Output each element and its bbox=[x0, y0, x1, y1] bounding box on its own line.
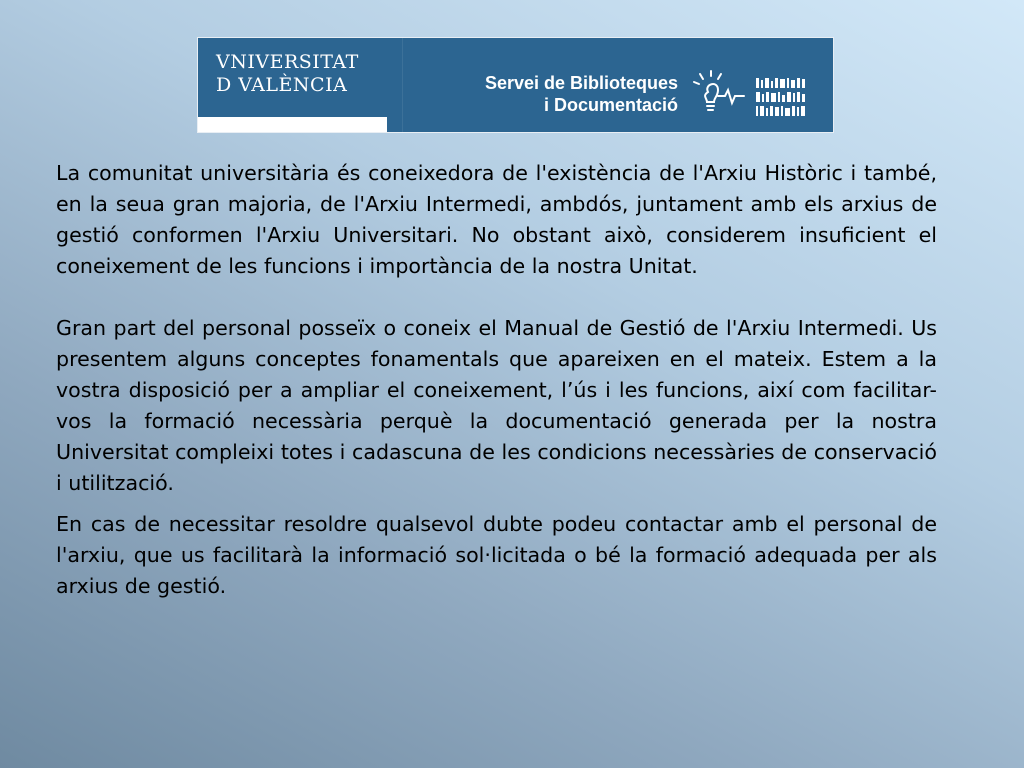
lamp-icon bbox=[692, 70, 752, 120]
service-name-line1: Servei de Biblioteques bbox=[484, 73, 678, 93]
paragraph-contact: En cas de necessitar resoldre qualsevol dubte podeu contactar amb el personal de l'arxiu, que us facilitarà la informació sol·licitada o bé la formació adequada per als arxius de gestió. bbox=[56, 512, 937, 598]
books-icon bbox=[756, 78, 806, 116]
banner-white-strip bbox=[198, 117, 387, 132]
service-name-line2: i Documentació bbox=[543, 95, 678, 115]
main-content bbox=[56, 158, 937, 602]
service-name bbox=[485, 72, 678, 116]
university-logo bbox=[216, 51, 359, 97]
paragraph-intro: La comunitat universitària és coneixedora de l'existència de l'Arxiu Històric i també, en la seua gran majoria, de l'Arxiu Intermedi, ambdós, juntament amb els arxius de gestió conformen l'Arxiu Universitari. No obstant això, considerem insuficient el coneixement de les funcions i importància de la nostra Unitat. bbox=[56, 161, 937, 278]
paragraph-manual: Gran part del personal posseïx o coneix el Manual de Gestió de l'Arxiu Intermedi. Us presentem alguns conceptes fonamentals que apareixen en el mateix. Estem a la vostra disposició per a ampliar el coneixement, l’ús i les funcions, així com facilitar-vos la formació necessària perquè la documentació generada per la nostra Universitat compleixi totes i cadascuna de les condicions necessàries de conservació i utilització. bbox=[56, 316, 937, 495]
university-name-line2: D VALÈNCIA bbox=[216, 74, 348, 96]
university-name-line1: VNIVERSITAT bbox=[216, 51, 359, 73]
header-banner bbox=[197, 37, 834, 133]
banner-divider bbox=[402, 38, 403, 133]
